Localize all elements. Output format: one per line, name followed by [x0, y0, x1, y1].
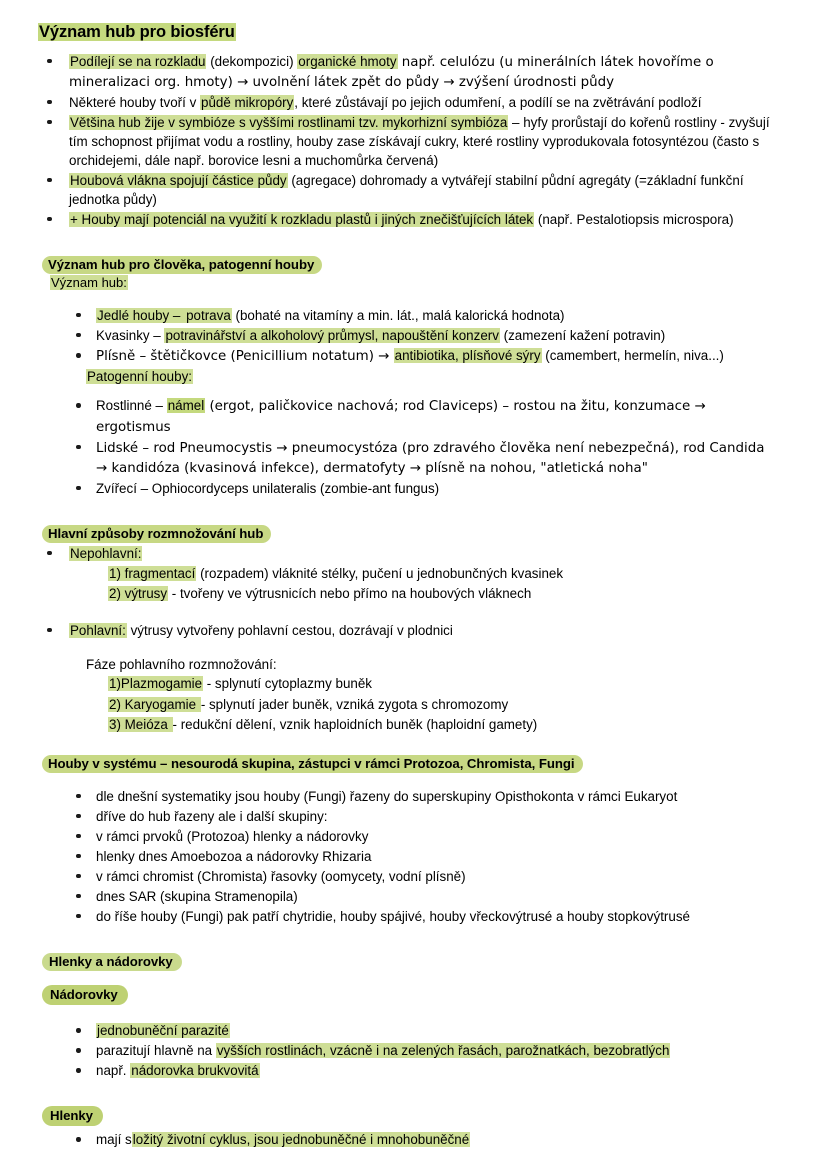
list-item: [38, 171, 804, 209]
section-clovek: [24, 256, 804, 498]
highlight-span: jednobuněční parazité: [97, 1023, 229, 1039]
text-span: (bohaté na vitamíny a min. lát., malá kalorická hodnota): [231, 307, 565, 323]
list-item: [68, 847, 804, 866]
text-span: dle dnešní systematiky jsou houby (Fungi) řazeny do superskupiny Opisthokonta v rámci Eukaryot: [96, 788, 678, 804]
text-span: výtrusy vytvořeny pohlavní cestou, dozrávají v plodnici: [126, 622, 453, 638]
text-span: Rostlinné –: [96, 398, 167, 414]
numbered-item-1: [108, 564, 804, 583]
bullet-list-vyznam-hub: [24, 306, 804, 366]
highlight-span: 3) Meióza: [109, 717, 172, 733]
text-span: - redukční dělení, vznik haploidních buněk (haploidní gamety): [172, 717, 538, 733]
list-item: [38, 621, 804, 640]
text-span: (camembert, hermelín, niva...): [541, 348, 724, 364]
section-heading-clovek: [42, 256, 804, 273]
list-item: [38, 544, 804, 563]
faze-item-2: [108, 695, 804, 714]
text-span: (ergot, paličkovice nachová; rod Claviceps) – rostou na žitu, konzumace → ergotismus: [96, 399, 706, 435]
spacer: [24, 927, 804, 953]
highlight-span: Nepohlavní:: [70, 545, 142, 561]
text-span: např.: [96, 1063, 131, 1079]
text-span: parazitují hlavně na: [96, 1043, 216, 1059]
list-item: [68, 787, 804, 806]
list-item: [68, 807, 804, 826]
section-biosfera: [24, 22, 804, 229]
text-span: - splynutí jader buněk, vzniká zygota s chromozomy: [200, 696, 509, 712]
section-heading-system: [42, 755, 804, 772]
text-span: Plísně – štětičkovce (Penicillium notatum) →: [96, 349, 394, 365]
list-item: [68, 438, 804, 478]
bullet-list-patogenni-houby: [24, 396, 804, 497]
text-span: – hyfy prorůstají do kořenů rostliny - zvyšují tím schopnost přijímat vodu a rostliny, houby zase získávají cukry, které rostliny vyprodukovala fotosyntézou (často s orchidejemi, dále např. borovice lesni a muchomůrka červená): [69, 114, 770, 168]
text-span: (agregace) dohromady a vytvářejí stabilní půdní agregáty (=základní funkční jednotka půdy): [69, 172, 744, 207]
text-span: Kvasinky –: [96, 327, 165, 343]
text-span: Fáze pohlavního rozmnožování:: [86, 656, 277, 672]
faze-item-3: [108, 715, 804, 734]
spacer: [24, 296, 804, 306]
list-item: [68, 887, 804, 906]
list-item: [68, 1041, 804, 1060]
subheading-vyznam-hub: [50, 275, 804, 292]
text-span: v rámci chromist (Chromista) řasovky (oomycety, vodní plísně): [96, 868, 466, 884]
text-span: Zvířecí – Ophiocordyceps unilateralis (zombie-ant fungus): [96, 480, 440, 496]
list-item: [68, 346, 804, 366]
highlight-span: Význam hub:: [51, 275, 127, 291]
section-system: [24, 755, 804, 925]
subheading-patogenni-houby: [86, 367, 804, 386]
text-span: do říše houby (Fungi) pak patří chytridie, houby spájivé, houby vřeckovýtrusé a houby stopkovýtrusé: [96, 908, 690, 924]
highlight-span: nádorovka brukvovitá: [131, 1063, 259, 1079]
numbered-item-2: [108, 584, 804, 603]
bullet-list-pohlavni: [24, 621, 804, 640]
text-span: Lidské – rod Pneumocystis → pneumocystóza (pro zdravého člověka není nebezpečná), rod Candida → kandidóza (kvasinová infekce), dermatofyty → plísně na nohou, "atletická noha": [96, 440, 765, 476]
list-item: [38, 93, 804, 112]
heading-highlight: Význam hub pro člověka, patogenní houby: [42, 256, 322, 274]
bullet-list-hlenky: [24, 1130, 804, 1149]
highlight-span: potravinářství a alkoholový průmysl, napouštění konzerv: [165, 327, 499, 343]
spacer: [24, 1081, 804, 1107]
text-span: dříve do hub řazeny ale i další skupiny:: [96, 808, 328, 824]
heading-highlight: Hlenky a nádorovky: [42, 953, 182, 971]
spacer: [24, 972, 804, 986]
spacer: [24, 386, 804, 396]
heading-highlight: Význam hub pro biosféru: [39, 23, 235, 41]
text-span: - tvořeny ve výtrusnicích nebo přímo na houbových vláknech: [168, 586, 532, 602]
list-item: [68, 479, 804, 498]
highlight-span: + Houby mají potenciál na využití k rozkladu plastů i jiných znečišťujících látek: [70, 211, 534, 227]
list-item: [68, 1061, 804, 1080]
text-span: (dekompozici): [206, 53, 298, 69]
spacer: [24, 499, 804, 525]
section-heading-nadorovky: [42, 986, 804, 1003]
highlight-span: ložitý životní cyklus, jsou jednobuněčné i mnohobuněčné: [132, 1132, 470, 1148]
list-item: [68, 1021, 804, 1040]
heading-highlight: Houby v systému – nesourodá skupina, zástupci v rámci Protozoa, Chromista, Fungi: [42, 755, 583, 773]
text-span: , které zůstávají po jejich odumření, a podílí se na zvětrávání podloží: [294, 94, 702, 110]
bullet-list-nadorovky: [24, 1021, 804, 1080]
spacer: [24, 605, 804, 621]
list-item: [68, 1130, 804, 1149]
faze-item-1: [108, 674, 804, 693]
text-span: (zamezení kažení potravin): [499, 327, 666, 343]
text-span: (např. Pestalotiopsis microspora): [534, 211, 734, 227]
list-item: [38, 210, 804, 229]
spacer: [24, 735, 804, 755]
section-hlenky-nadorovky: [24, 953, 804, 1150]
highlight-span: vyšších rostlinách, vzácně i na zelených řasách, parožnatkách, bezobratlých: [216, 1043, 670, 1059]
text-span: mají s: [96, 1132, 132, 1148]
highlight-span: půdě mikropóry: [201, 94, 294, 110]
highlight-span: Houbová vlákna spojují částice půdy: [70, 172, 287, 188]
bullet-list-biosfera: [24, 52, 804, 229]
text-span: např. celulózu (u minerálních látek hovoříme o mineralizaci org. hmoty) → uvolnění látek zpět do půdy → zvýšení úrodnosti půdy: [69, 54, 714, 90]
section-rozmnozovani: [24, 525, 804, 735]
bullet-list-nepohlavni: [24, 544, 804, 563]
text-span: v rámci prvoků (Protozoa) hlenky a nádorovky: [96, 828, 369, 844]
list-item: [38, 52, 804, 92]
heading-highlight: Hlavní způsoby rozmnožování hub: [42, 525, 271, 543]
heading-highlight: Nádorovky: [42, 985, 128, 1005]
list-item: [38, 113, 804, 170]
spacer: [24, 1005, 804, 1021]
highlight-span: 2) výtrusy: [109, 586, 168, 602]
spacer: [24, 641, 804, 655]
text-span: hlenky dnes Amoebozoa a nádorovky Rhizaria: [96, 848, 372, 864]
spacer: [24, 775, 804, 787]
highlight-span: organické hmoty: [298, 53, 397, 69]
text-span: dnes SAR (skupina Stramenopila): [96, 888, 298, 904]
highlight-span: Podílejí se na rozkladu: [70, 53, 206, 69]
highlight-span: 2) Karyogamie: [109, 696, 200, 712]
highlight-span: 1) fragmentací: [109, 565, 196, 581]
text-span: - splynutí cytoplazmy buněk: [203, 676, 372, 692]
highlight-span: námel: [167, 398, 205, 414]
list-item: [68, 907, 804, 926]
section-heading-hlenky: [42, 1107, 804, 1124]
section-heading-hlenky-nadorovky: [42, 953, 804, 970]
list-item: [68, 396, 804, 436]
highlight-span: Pohlavní:: [70, 622, 126, 638]
text-span: Některé houby tvoří v: [69, 94, 200, 110]
list-item: [68, 827, 804, 846]
list-item: [68, 867, 804, 886]
highlight-span: potrava: [186, 307, 231, 323]
list-item: [68, 326, 804, 345]
heading-highlight: Hlenky: [42, 1106, 103, 1126]
text-span: (rozpadem) vláknité stélky, pučení u jednobunčných kvasinek: [196, 565, 564, 581]
bullet-list-system: [24, 787, 804, 926]
highlight-span: Většina hub žije v symbióze s vyššími rostlinami tzv. mykorhizní symbióza: [70, 114, 508, 130]
spacer: [24, 230, 804, 256]
highlight-span: 1)Plazmogamie: [109, 676, 203, 692]
highlight-span: Patogenní houby:: [87, 369, 192, 385]
faze-label: [86, 655, 804, 674]
section-heading-rozmnozovani: [42, 525, 804, 542]
list-item: [68, 306, 804, 325]
highlight-span: Jedlé houby –: [97, 307, 185, 323]
section-heading-biosfera: [38, 22, 804, 43]
highlight-span: antibiotika, plísňové sýry: [394, 348, 541, 364]
